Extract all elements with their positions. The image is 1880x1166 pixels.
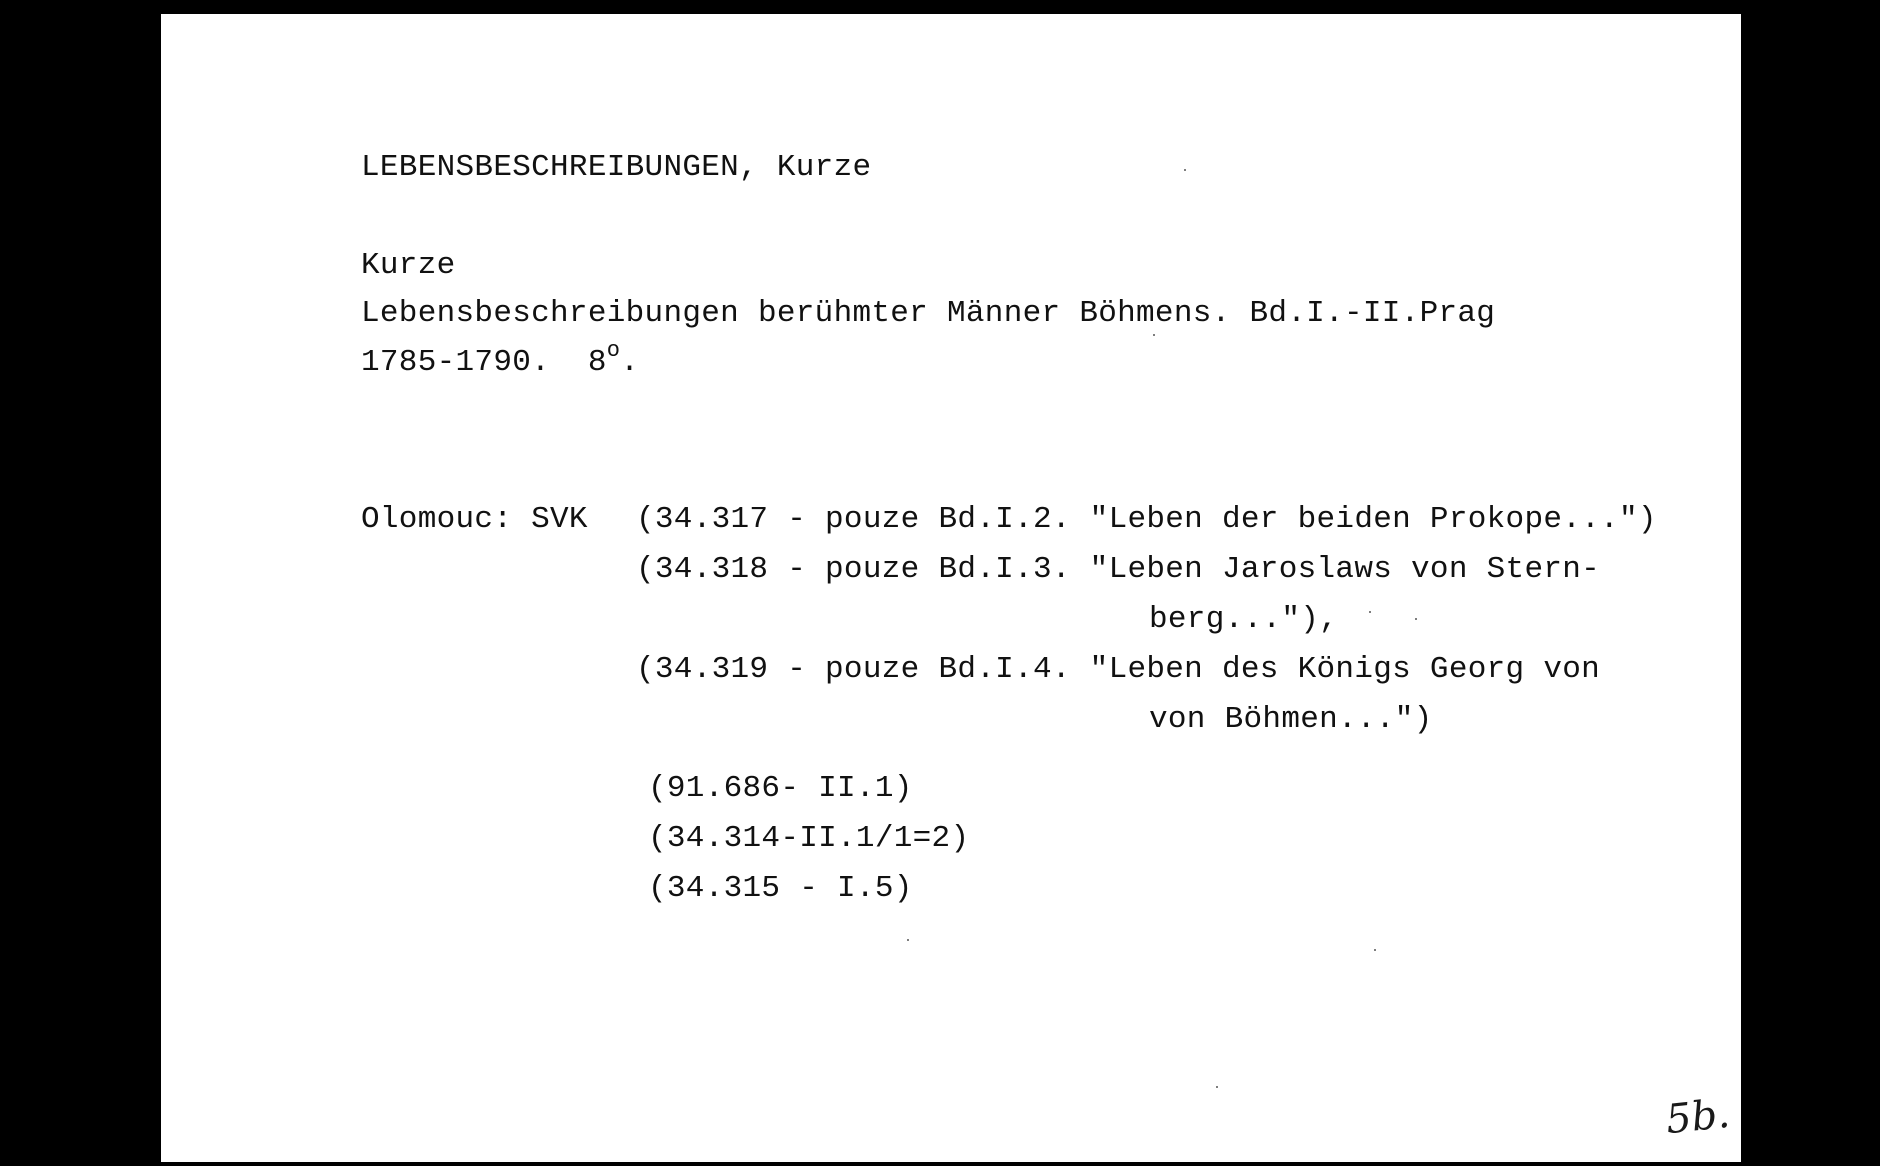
- format-period: .: [620, 345, 640, 380]
- entry-title-line-1: Kurze: [361, 248, 456, 283]
- entry-imprint: [361, 338, 640, 383]
- holding-item-continuation: berg..."),: [1149, 602, 1339, 637]
- paper-speck: [1369, 611, 1371, 613]
- imprint-text: 1785-1790. 8: [361, 345, 607, 380]
- paper-speck: [1184, 169, 1186, 171]
- paper-speck: [1216, 1086, 1218, 1088]
- holding-item: (34.318 - pouze Bd.I.3. "Leben Jaroslaws von Stern-: [636, 552, 1601, 587]
- paper-speck: [1374, 949, 1376, 951]
- holding-item-continuation: von Böhmen..."): [1149, 702, 1433, 737]
- holding-item: (34.315 - I.5): [648, 871, 913, 906]
- paper-speck: [907, 939, 909, 941]
- card-heading: LEBENSBESCHREIBUNGEN, Kurze: [361, 150, 872, 185]
- paper-speck: [1153, 334, 1155, 336]
- holding-item: (91.686- II.1): [648, 771, 913, 806]
- handwritten-note: 5b.: [1663, 1090, 1733, 1144]
- holding-item: (34.314-II.1/1=2): [648, 821, 970, 856]
- catalog-card: [161, 14, 1741, 1162]
- holding-item: (34.319 - pouze Bd.I.4. "Leben des Königs Georg von: [636, 652, 1601, 687]
- format-degree: o: [606, 338, 621, 363]
- holdings-library: Olomouc: SVK: [361, 502, 588, 537]
- paper-speck: [1415, 618, 1417, 620]
- holding-item: (34.317 - pouze Bd.I.2. "Leben der beiden Prokope..."): [636, 502, 1657, 537]
- entry-title-line-2: Lebensbeschreibungen berühmter Männer Böhmens. Bd.I.-II.Prag: [361, 296, 1496, 331]
